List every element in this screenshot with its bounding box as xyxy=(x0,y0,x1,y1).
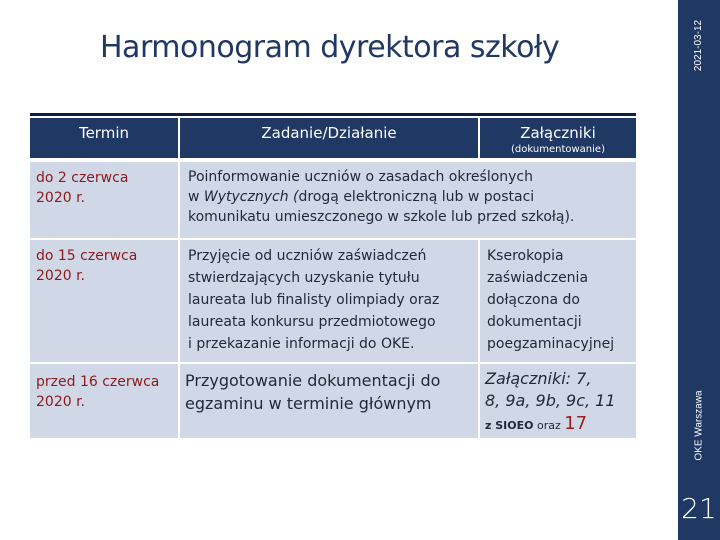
table-row-2-attach: Kserokopia zaświadczenia dołączona do dokumentacji poegzaminacyjnej xyxy=(480,240,636,362)
header-zalaczniki: Załączniki (dokumentowanie) xyxy=(480,118,636,158)
sidebar-org: OKE Warszawa xyxy=(693,389,705,461)
table-row-3-term: przed 16 czerwca 2020 r. xyxy=(30,364,178,438)
sidebar-date: 2021-03-12 xyxy=(693,19,705,71)
page-number: 21 xyxy=(681,492,717,525)
table-row-1-task: Poinformowanie uczniów o zasadach określonych w Wytycznych (drogą elektroniczną lub w postaci komunikatu umieszczonego w szkole lub przed szkołą). xyxy=(180,162,636,238)
table-row-1-term: do 2 czerwca 2020 r. xyxy=(30,162,178,238)
header-zadanie: Zadanie/Działanie xyxy=(180,118,478,158)
attach-sioeo-line: z SIOEO oraz 17 xyxy=(485,413,588,434)
header-top-line xyxy=(30,113,636,116)
task-line-with-italic: w Wytycznych (drogą elektroniczną lub w postaci xyxy=(188,189,535,205)
table-row-2-task: Przyjęcie od uczniów zaświadczeń stwierdzających uzyskanie tytułu laureata lub finalisty olimpiady oraz laureata konkursu przedmiotowego i przekazanie informacji do OKE. xyxy=(180,240,478,362)
table-row-3-task: Przygotowanie dokumentacji do egzaminu w terminie głównym xyxy=(180,364,478,438)
table-row-2-term: do 15 czerwca 2020 r. xyxy=(30,240,178,362)
header-termin: Termin xyxy=(30,118,178,158)
page-title: Harmonogram dyrektora szkoły xyxy=(100,30,560,65)
table-row-3-attach: Załączniki: 7, 8, 9a, 9b, 9c, 11 z SIOEO oraz 17 xyxy=(480,364,636,438)
